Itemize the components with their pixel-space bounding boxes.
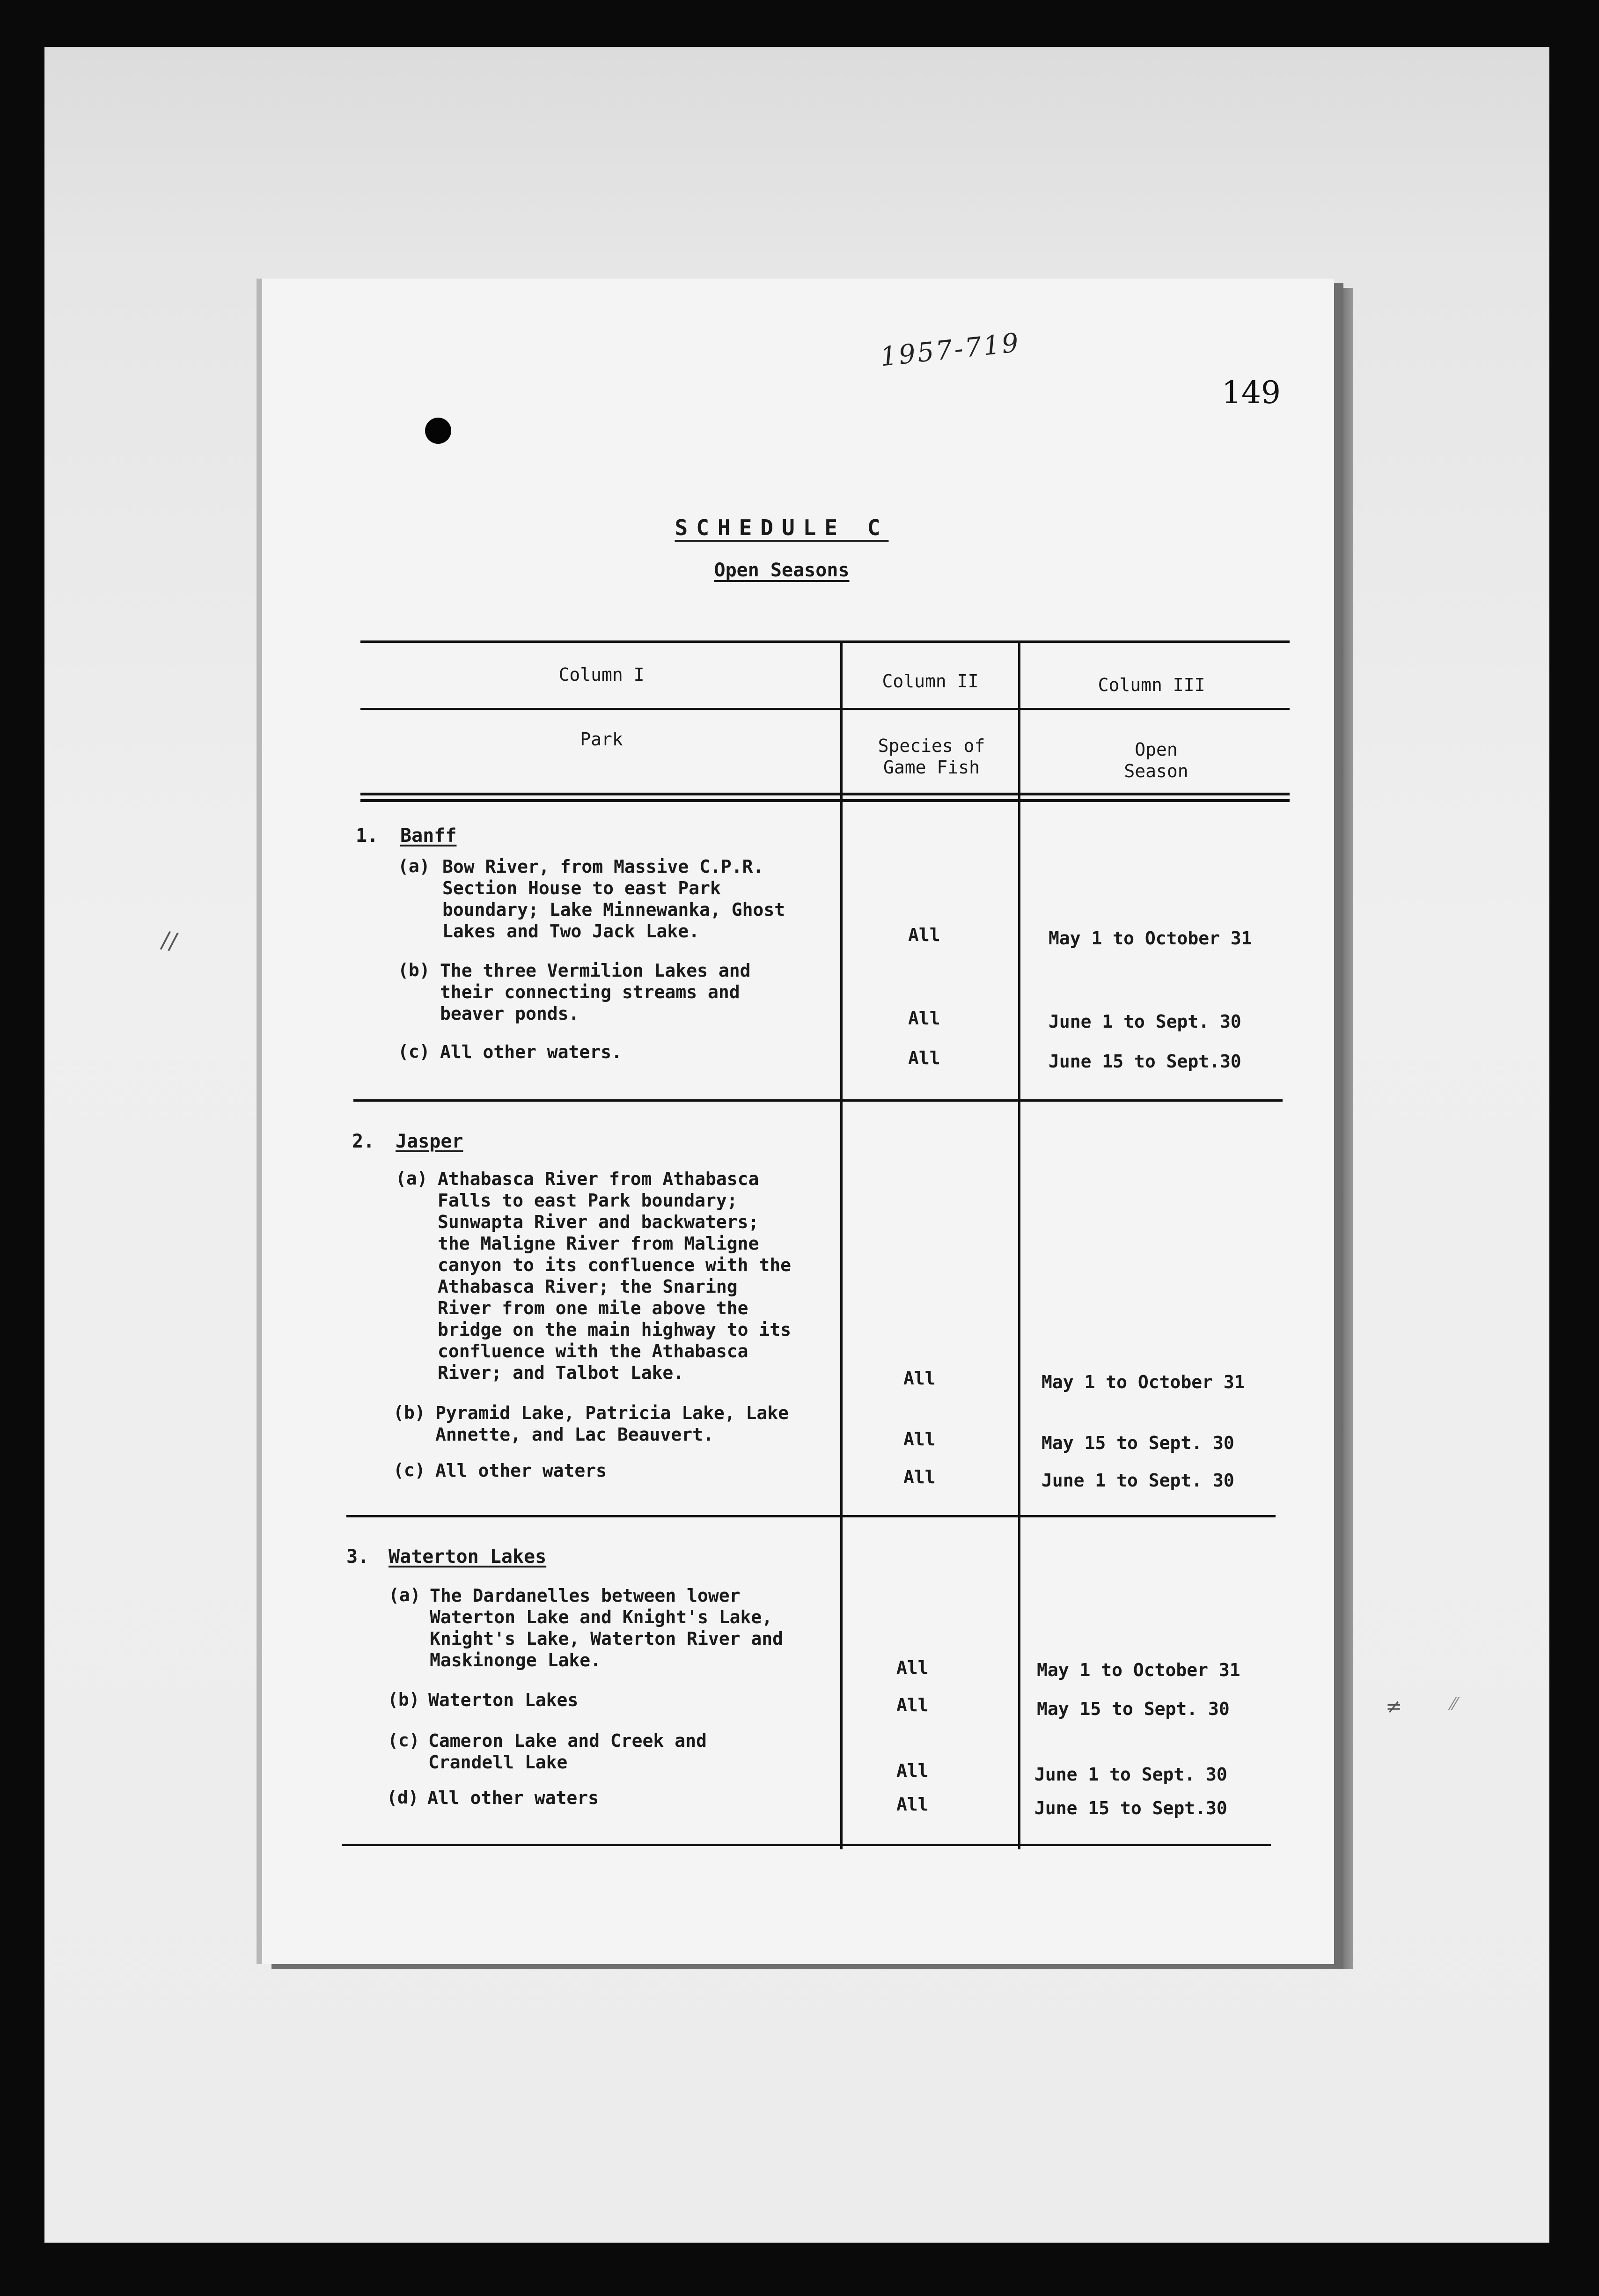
item-letter: (c) <box>398 1041 430 1062</box>
punch-hole-icon <box>425 418 451 444</box>
item-description: The Dardanelles between lower Waterton Lake and Knight's Lake, Knight's Lake, Waterton River and Maskinonge Lake. <box>430 1585 783 1670</box>
column-divider-1 <box>840 641 843 1849</box>
item-season: June 15 to Sept.30 <box>1049 1051 1241 1072</box>
item-species: All <box>903 1368 936 1389</box>
park-number: 2. <box>352 1131 375 1152</box>
park-name-jasper: Jasper <box>396 1131 463 1152</box>
item-description: Athabasca River from Athabasca Falls to east Park boundary; Sunwapta River and backwaters; the Maligne River from Maligne canyon to its confluence with the Athabasca River; the Snaring River from one mile above the bridge on the main highway to its confluence with the Athabasca River; and Talbot Lake. <box>438 1169 791 1383</box>
schedule-subtitle: Open Seasons <box>714 559 850 581</box>
item-species: All <box>908 1048 940 1068</box>
column-3-subheading: Open Season <box>1124 739 1188 781</box>
item-season: June 1 to Sept. 30 <box>1042 1470 1234 1491</box>
park-name-waterton-lakes: Waterton Lakes <box>389 1546 547 1567</box>
item-letter: (b) <box>388 1689 420 1710</box>
item-species: All <box>903 1429 936 1450</box>
item-season: May 1 to October 31 <box>1042 1372 1245 1392</box>
section-rule-jasper <box>346 1515 1276 1517</box>
item-letter: (a) <box>389 1585 421 1605</box>
item-species: All <box>908 925 940 945</box>
column-divider-2 <box>1018 641 1020 1849</box>
item-species: All <box>896 1760 929 1781</box>
item-letter: (b) <box>393 1402 425 1423</box>
item-description: Pyramid Lake, Patricia Lake, Lake Annette, and Lac Beauvert. <box>435 1403 789 1445</box>
item-description: All other waters. <box>440 1042 622 1062</box>
column-2-subheading: Species of Game Fish <box>878 736 985 778</box>
item-season: June 15 to Sept.30 <box>1034 1798 1227 1818</box>
margin-pencil-mark: // <box>159 926 180 956</box>
item-species: All <box>908 1008 940 1029</box>
page-edge-shadow <box>1334 288 1353 1969</box>
section-rule-banff <box>353 1099 1283 1102</box>
handwritten-reference: 1957-719 <box>879 327 1022 373</box>
page-number: 149 <box>1222 375 1281 411</box>
item-species: All <box>903 1467 936 1487</box>
item-season: May 15 to Sept. 30 <box>1037 1699 1230 1719</box>
column-1-heading: Column I <box>558 664 645 685</box>
header-double-rule-2 <box>360 799 1290 802</box>
park-number: 1. <box>356 825 379 846</box>
item-letter: (b) <box>398 960 430 980</box>
margin-pencil-mark: ≠ <box>1386 1695 1402 1718</box>
item-species: All <box>896 1794 929 1815</box>
header-double-rule <box>360 793 1290 795</box>
table-top-rule <box>360 640 1290 643</box>
park-number: 3. <box>346 1546 369 1567</box>
item-season: June 1 to Sept. 30 <box>1049 1011 1241 1032</box>
item-description: All other waters <box>427 1788 599 1808</box>
item-letter: (d) <box>387 1787 419 1808</box>
column-1-subheading: Park <box>580 729 623 750</box>
table-bottom-rule <box>342 1844 1271 1846</box>
item-description: Waterton Lakes <box>428 1690 579 1710</box>
park-name-banff: Banff <box>400 825 457 846</box>
header-divider-rule <box>360 708 1290 710</box>
item-season: May 1 to October 31 <box>1037 1660 1240 1680</box>
schedule-title: SCHEDULE C <box>675 515 889 540</box>
item-description: Cameron Lake and Creek and Crandell Lake <box>428 1730 707 1773</box>
item-letter: (a) <box>396 1168 428 1189</box>
item-description: The three Vermilion Lakes and their connecting streams and beaver ponds. <box>440 960 751 1024</box>
item-description: Bow River, from Massive C.P.R. Section House to east Park boundary; Lake Minnewanka, Ghost Lakes and Two Jack Lake. <box>442 856 785 942</box>
item-letter: (c) <box>388 1730 420 1751</box>
item-season: May 1 to October 31 <box>1049 928 1252 949</box>
margin-pencil-mark: ⁄⁄ <box>1451 1695 1457 1714</box>
item-season: June 1 to Sept. 30 <box>1034 1764 1227 1785</box>
item-season: May 15 to Sept. 30 <box>1042 1433 1234 1453</box>
item-species: All <box>896 1657 929 1678</box>
item-species: All <box>896 1695 929 1715</box>
item-letter: (a) <box>398 856 430 876</box>
item-letter: (c) <box>393 1460 425 1480</box>
column-3-heading: Column III <box>1098 675 1205 695</box>
column-2-heading: Column II <box>882 671 979 692</box>
item-description: All other waters <box>435 1460 607 1481</box>
